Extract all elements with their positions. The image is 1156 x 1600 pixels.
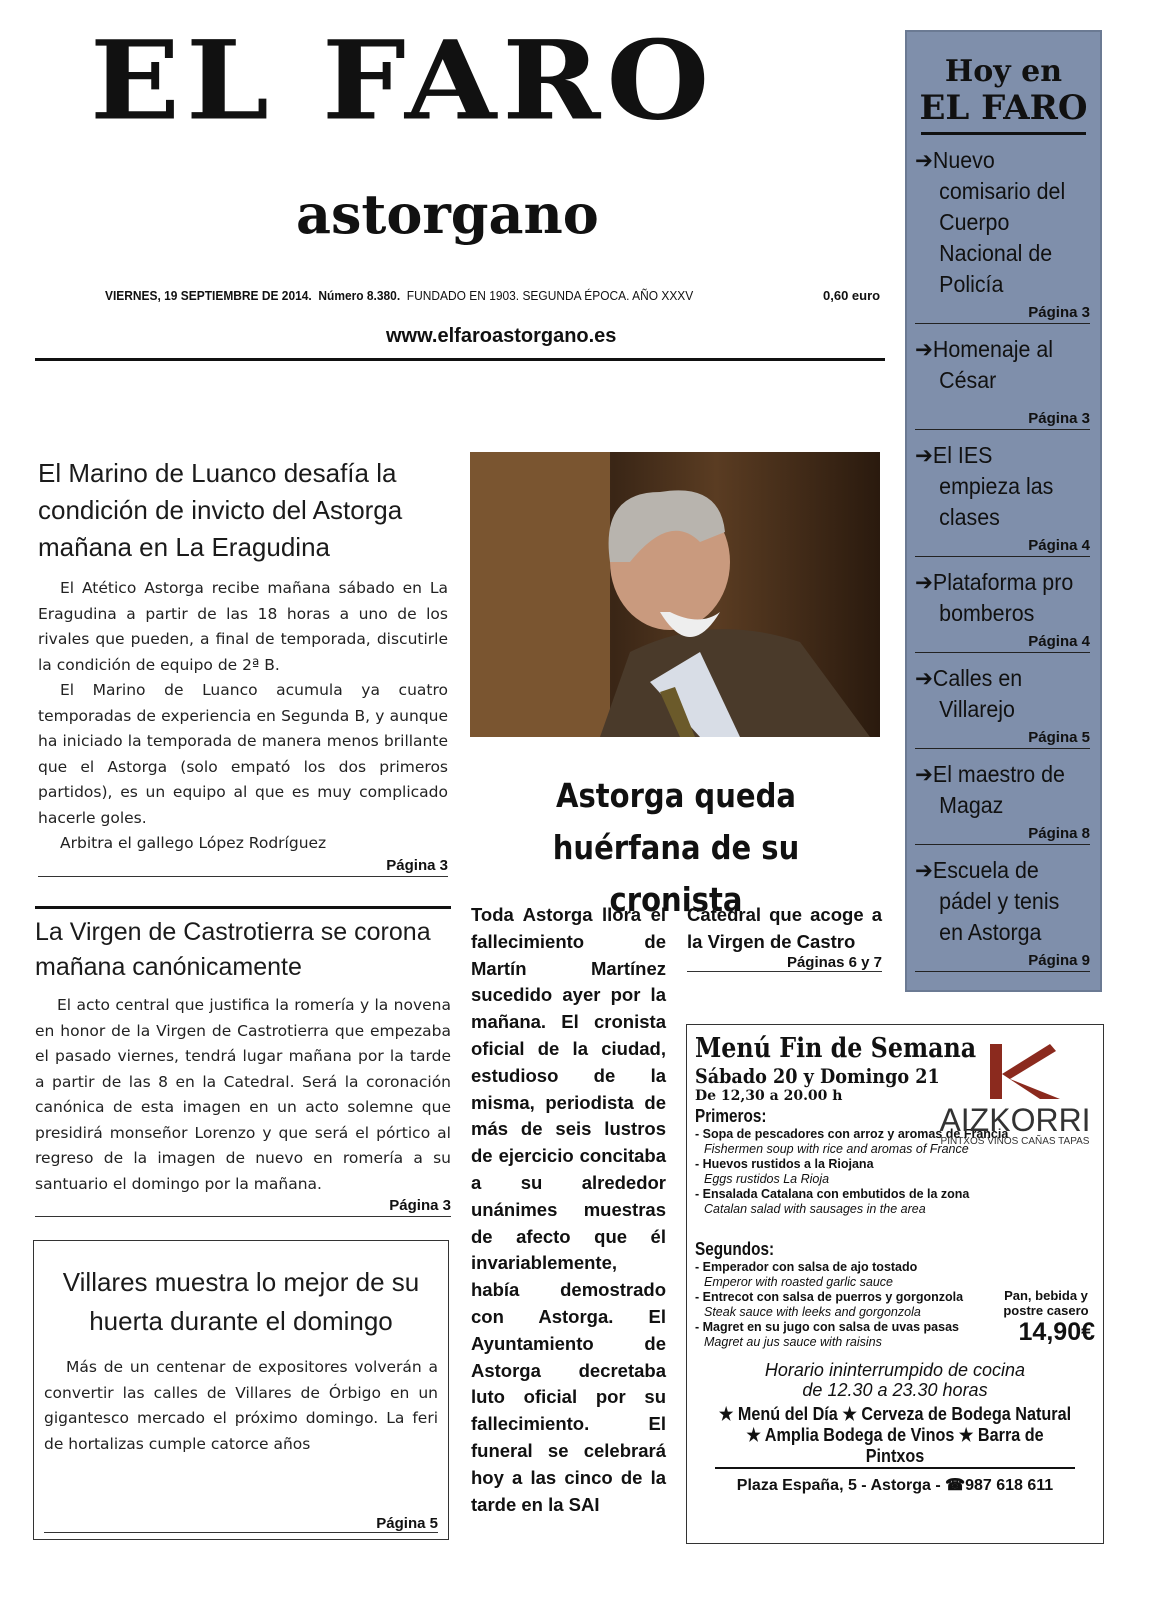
paragraph: Arbitra el gallego López Rodríguez: [60, 834, 327, 852]
arrow-icon: ➔: [915, 336, 933, 362]
arrow-icon: ➔: [915, 761, 933, 787]
dish-en: Eggs rustidos La Rioja: [704, 1172, 830, 1186]
divider: [921, 132, 1086, 135]
features-1: ★ Menú del Día ★ Cerveza de Bodega Natural: [718, 1404, 1072, 1424]
page-ref[interactable]: Página 5: [44, 1515, 438, 1533]
includes: [997, 1288, 1095, 1347]
dish: - Emperador con salsa de ajo tostado: [695, 1260, 918, 1274]
item-title: El IES empieza las clases: [932, 442, 1054, 530]
ad-hours: De 12,30 a 20.00 h: [695, 1088, 843, 1104]
article-body: [38, 576, 448, 857]
website-link[interactable]: www.elfaroastorgano.es: [386, 325, 617, 347]
dish-en: Fishermen soup with rice and aromas of France: [704, 1142, 969, 1156]
menu-price: 14,90€: [1018, 1318, 1095, 1346]
address-text: Plaza España, 5 - Astorga -: [736, 1477, 941, 1494]
item-page: Página 4: [1028, 537, 1090, 554]
index-item[interactable]: [915, 759, 1090, 845]
issue-number: Número 8.380.: [318, 288, 401, 303]
date: VIERNES, 19 SEPTIEMBRE DE 2014.: [105, 288, 312, 303]
arrow-icon: ➔: [915, 569, 933, 595]
masthead-subtitle: astorgano: [296, 182, 599, 246]
headline: El Marino de Luanco desafía la condición de invicto del Astorga mañana en La Eragudina: [38, 458, 403, 562]
dish: - Entrecot con salsa de puerros y gorgonzola: [695, 1290, 964, 1304]
feature: Menú del Día: [737, 1404, 838, 1424]
brand: AIZKORRI: [939, 1102, 1091, 1138]
dish: - Ensalada Catalana con embutidos de la zona: [695, 1187, 970, 1201]
header-rule: [35, 358, 885, 361]
arrow-icon: ➔: [915, 147, 933, 173]
item-title: Plataforma pro bomberos: [932, 569, 1074, 626]
index-item[interactable]: [915, 567, 1090, 653]
article-body: [44, 1355, 438, 1457]
masthead-title: EL FARO: [90, 16, 716, 145]
paragraph: El Atético Astorga recibe mañana sábado en La Eragudina a partir de las 18 horas a uno de los rivales que pueden, a final de temporada, discutirle la condición de equipo de 2ª B.: [38, 579, 448, 674]
founded: FUNDADO EN 1903. SEGUNDA ÉPOCA. AÑO XXXV: [406, 288, 694, 303]
phone-icon: ☎: [945, 1477, 966, 1494]
ad-days: Sábado 20 y Domingo 21: [695, 1064, 940, 1088]
arrow-icon: ➔: [915, 442, 933, 468]
headline: La Virgen de Castrotierra se corona mañana canónicamente: [35, 918, 431, 981]
index-item[interactable]: [915, 663, 1090, 749]
lead-column-1: Toda Astorga llora el fallecimiento de Martín Martínez sucedido ayer por la mañana. El cronista oficial de la ciudad, estudioso de la misma, periodista de más de seis lustros de ejercicio concitaba a su alrededor unánimes muestras de afecto que él invariablemente, había demostrado con Astorga. El Ayuntamiento de Astorga decretaba luto oficial por su fallecimiento. El funeral se celebrará hoy a las cinco de la tarde en la SAI: [471, 904, 666, 1515]
features-2: ★ Amplia Bodega de Vinos ★ Barra de Pintxos: [715, 1425, 1075, 1469]
tagline: PINTXOS VINOS CAÑAS TAPAS: [940, 1136, 1090, 1147]
sidebar-index: [905, 30, 1102, 992]
aizkorri-ad: [686, 1024, 1104, 1544]
dish-en: Catalan salad with sausages in the area: [704, 1202, 926, 1216]
article-body: [35, 993, 451, 1197]
paragraph: El Marino de Luanco acumula ya cuatro temporadas de experiencia en Segunda B, y aunque ha iniciado la temporada de manera menos brillante que el Astorga (solo empató los dos primeros partidos), es un equipo al que es muy complicado hacerle goles.: [38, 681, 448, 827]
schedule: Horario ininterrumpido de cocina: [764, 1360, 1026, 1380]
dish-en: Steak sauce with leeks and gorgonzola: [704, 1305, 921, 1319]
index-item[interactable]: [915, 440, 1090, 557]
lead-column-2: Catedral que acoge a la Virgen de Castro: [687, 904, 882, 952]
index-item[interactable]: [915, 145, 1090, 324]
item-page: Página 5: [1028, 729, 1090, 746]
item-title: Escuela de pádel y tenis en Astorga: [932, 857, 1060, 945]
item-page: Página 3: [1028, 304, 1090, 321]
schedule-hours: de 12.30 a 23.30 horas: [802, 1380, 988, 1400]
item-page: Página 3: [1028, 410, 1090, 427]
paragraph: El acto central que justifica la romería y la novena en honor de la Virgen de Castrotierra que empezaba el pasado viernes, tendrá lugar mañana por la tarde a partir de las 8 en la Catedral. Será la coronación canónica de esta imagen en un acto solemne que presidirá monseñor Lorenzo y que será el pórtico al regreso de la imagen de nuevo en romería a su santuario el domingo por la mañana.: [35, 996, 451, 1193]
paragraph: Más de un centenar de expositores volverán a convertir las calles de Villares de Órbigo en un gigantesco mercado el próximo domingo. La feri de hortalizas cumple catorce años: [44, 1358, 438, 1453]
title-line: Hoy en: [944, 54, 1063, 89]
section-label: Primeros:: [695, 1106, 767, 1126]
dish: - Huevos rustidos a la Riojana: [695, 1157, 874, 1171]
dish-en: Magret au jus sauce with raisins: [704, 1335, 882, 1349]
address: [695, 1475, 1095, 1495]
feature: Barra de Pintxos: [865, 1425, 1044, 1466]
page-ref[interactable]: Páginas 6 y 7: [687, 954, 882, 972]
page-ref[interactable]: Página 3: [35, 1197, 451, 1217]
feature: Amplia Bodega de Vinos: [764, 1425, 955, 1445]
index-item[interactable]: [915, 334, 1090, 430]
ad-title: Menú Fin de Semana: [695, 1033, 977, 1064]
item-title: El maestro de Magaz: [932, 761, 1065, 818]
includes-text: Pan, bebida y postre casero: [1003, 1288, 1089, 1318]
headline: Villares muestra lo mejor de su huerta durante el domingo: [62, 1267, 420, 1336]
dateline: [105, 288, 693, 303]
section-label: Segundos:: [695, 1239, 775, 1259]
dish: - Magret en su jugo con salsa de uvas pasas: [695, 1320, 959, 1334]
item-page: Página 8: [1028, 825, 1090, 842]
index-item[interactable]: [915, 855, 1090, 972]
cronista-photo: [470, 452, 880, 737]
page-ref[interactable]: Página 3: [38, 857, 448, 877]
price: 0,60 euro: [823, 288, 881, 303]
article-virgen: [35, 906, 451, 1217]
item-page: Página 4: [1028, 633, 1090, 650]
lead-column-2-wrap: [687, 902, 882, 972]
sidebar-title: [907, 54, 1100, 126]
phone: 987 618 611: [965, 1477, 1054, 1494]
item-title: Nuevo comisario del Cuerpo Nacional de Policía: [932, 147, 1066, 297]
feature: Cerveza de Bodega Natural: [861, 1404, 1072, 1424]
item-page: Página 9: [1028, 952, 1090, 969]
item-title: Calles en Villarejo: [932, 665, 1023, 722]
arrow-icon: ➔: [915, 857, 933, 883]
dish: - Sopa de pescadores con arroz y aromas de Francia: [695, 1127, 1009, 1141]
dish-en: Emperor with roasted garlic sauce: [704, 1275, 893, 1289]
arrow-icon: ➔: [915, 665, 933, 691]
lead-headline: Astorga queda huérfana de su cronista: [552, 776, 800, 919]
item-title: Homenaje al César: [932, 336, 1054, 393]
portrait-image: [470, 452, 880, 737]
title-line: EL FARO: [919, 88, 1088, 128]
article-marino: [38, 455, 448, 877]
article-villares: [33, 1240, 449, 1540]
